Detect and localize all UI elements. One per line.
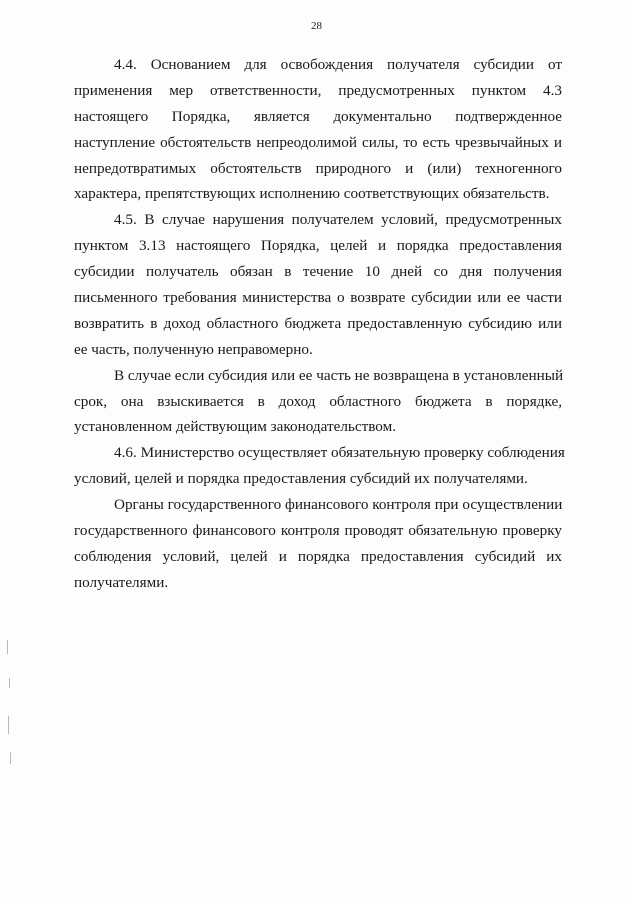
text-line: 4.6. Министерство осуществляет обязательную проверку соблюдения — [114, 444, 565, 462]
text-line: 4.5. В случае нарушения получателем условий, предусмотренных — [114, 211, 562, 229]
paragraph-4-5-recovery — [74, 363, 562, 441]
text-line: срок, она взыскивается в доход областного бюджета в порядке, — [74, 392, 562, 410]
text-line: условий, целей и порядка предоставления субсидий их получателями. — [74, 470, 528, 488]
paragraph-4-4 — [74, 52, 562, 207]
text-line: возвратить в доход областного бюджета предоставленную субсидию или — [74, 314, 562, 332]
text-line: установленном действующим законодательством. — [74, 418, 397, 436]
paragraph-4-6 — [74, 440, 565, 492]
text-line: соблюдения условий, целей и порядка предоставления субсидий их — [74, 547, 562, 565]
text-line: государственного финансового контроля проводят обязательную проверку — [74, 522, 562, 540]
page-number: 28 — [311, 20, 322, 32]
text-line: субсидии получатель обязан в течение 10 дней со дня получения — [74, 263, 562, 281]
text-line: пунктом 3.13 настоящего Порядка, целей и порядка предоставления — [74, 237, 562, 255]
text-line: наступление обстоятельств непреодолимой силы, то есть чрезвычайных и — [74, 133, 562, 151]
text-line: Органы государственного финансового контроля при осуществлении — [114, 496, 563, 514]
text-line: непредотвратимых обстоятельств природного и (или) техногенного — [74, 159, 562, 177]
text-line: характера, препятствующих исполнению соответствующих обязательств. — [74, 185, 550, 203]
text-line: ее часть, полученную неправомерно. — [74, 340, 313, 358]
text-line: настоящего Порядка, является документально подтвержденное — [74, 107, 562, 125]
text-line: применения мер ответственности, предусмотренных пунктом 4.3 — [74, 81, 562, 99]
text-line: получателями. — [74, 573, 169, 591]
text-line: письменного требования министерства о возврате субсидии или ее части — [74, 289, 562, 307]
paragraph-4-5 — [74, 207, 562, 362]
scan-artifact — [6, 640, 14, 780]
document-body — [74, 52, 565, 596]
paragraph-4-6-control — [74, 492, 562, 596]
text-line: В случае если субсидия или ее часть не возвращена в установленный — [114, 366, 564, 384]
text-line: 4.4. Основанием для освобождения получателя субсидии от — [114, 56, 562, 73]
